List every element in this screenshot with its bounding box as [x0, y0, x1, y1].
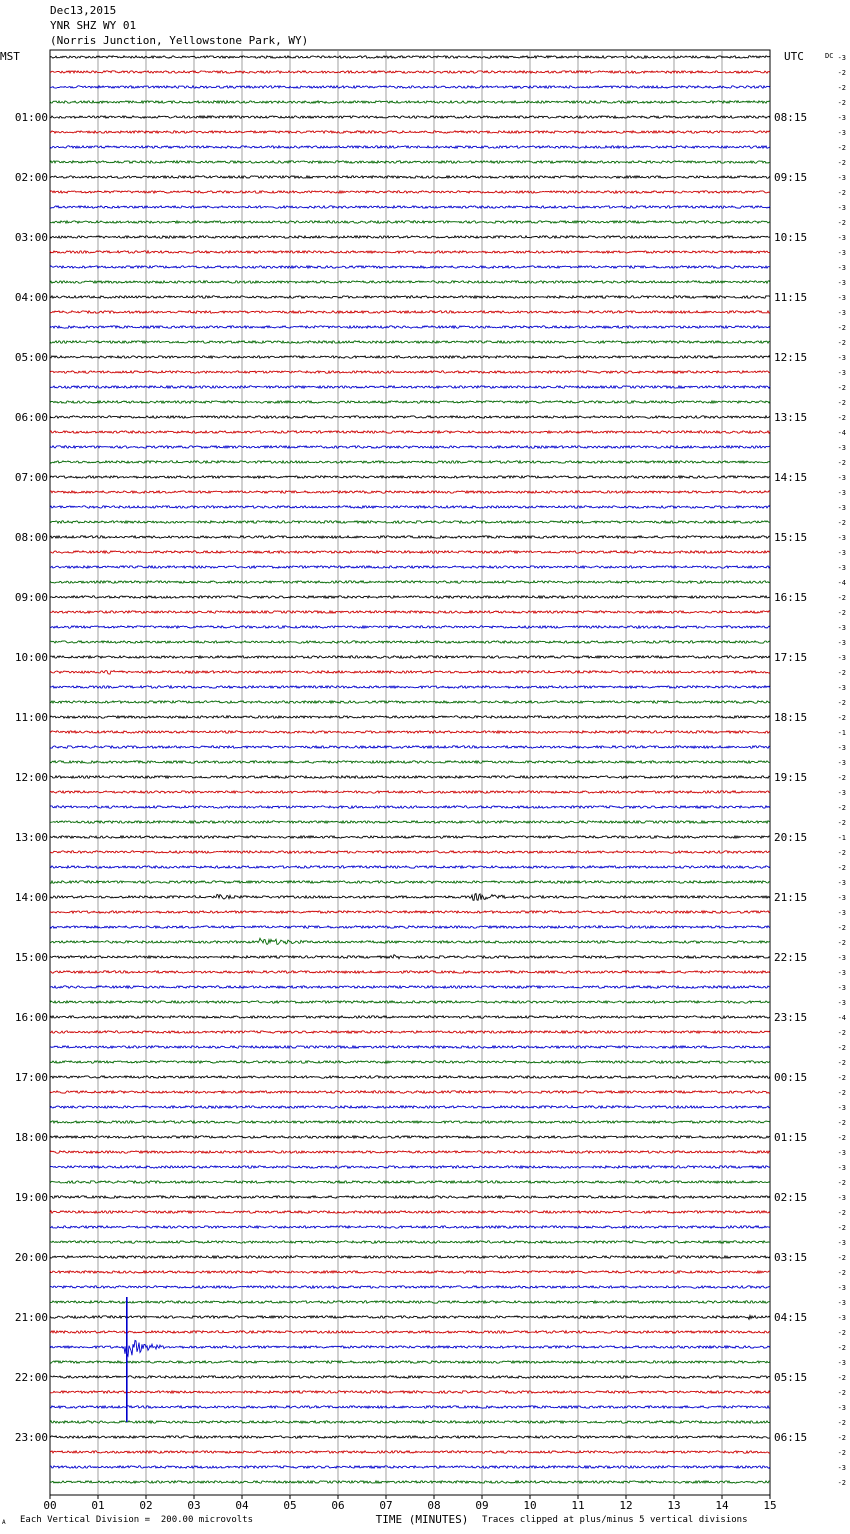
utc-hour-label: 04:15 [774, 1311, 808, 1324]
utc-hour-label: 11:15 [774, 291, 808, 304]
trace-line [50, 1331, 770, 1333]
date-label: Dec13,2015 [50, 4, 117, 17]
trace-line [50, 701, 770, 703]
trace-line [50, 806, 770, 808]
dc-offset-label: -3 [837, 654, 846, 662]
trace-line [50, 1151, 770, 1153]
x-tick-label: 14 [715, 1499, 729, 1512]
dc-offset-label: -2 [837, 1209, 846, 1217]
dc-offset-label: -2 [837, 714, 846, 722]
trace-line [50, 1406, 770, 1408]
dc-offset-label: -3 [837, 684, 846, 692]
trace-line [50, 1340, 770, 1356]
trace-line [50, 1031, 770, 1033]
mst-hour-label: 12:00 [14, 771, 48, 784]
mst-hour-label: 08:00 [14, 531, 48, 544]
trace-line [50, 446, 770, 448]
dc-offset-label: -3 [837, 564, 846, 572]
dc-offset-label: -2 [837, 1134, 846, 1142]
trace-line [50, 1241, 770, 1243]
trace-line [50, 1315, 770, 1319]
dc-offset-label: -2 [837, 459, 846, 467]
utc-hour-label: 08:15 [774, 111, 808, 124]
dc-offset-label: -3 [837, 1194, 846, 1202]
dc-offset-label: -2 [837, 69, 846, 77]
x-tick-label: 09 [475, 1499, 489, 1512]
trace-line [50, 1046, 770, 1048]
dc-offset-label: -3 [837, 354, 846, 362]
clip-note: Traces clipped at plus/minus 5 vertical divisions [482, 1515, 748, 1525]
dc-offset-label: -3 [837, 534, 846, 542]
trace-line [50, 371, 770, 373]
x-tick-label: 15 [763, 1499, 777, 1512]
trace-line [50, 356, 770, 358]
dc-offset-label: -2 [837, 1374, 846, 1382]
mst-hour-label: 16:00 [14, 1011, 48, 1024]
mst-hour-label: 15:00 [14, 951, 48, 964]
trace-line [50, 431, 770, 433]
trace-line [50, 386, 770, 388]
trace-line [50, 776, 770, 778]
trace-line [50, 1451, 770, 1453]
x-tick-label: 12 [619, 1499, 633, 1512]
x-axis-ticks [43, 1495, 776, 1512]
dc-offset-label: -1 [837, 729, 846, 737]
mst-hour-label: 11:00 [14, 711, 48, 724]
dc-offset-label: -2 [837, 84, 846, 92]
utc-hour-label: 18:15 [774, 711, 808, 724]
dc-offset-label: -2 [837, 939, 846, 947]
trace-line [50, 731, 770, 733]
dc-offset-label: -3 [837, 279, 846, 287]
trace-line [50, 926, 770, 928]
trace-line [50, 1091, 770, 1093]
dc-offset-label: -2 [837, 1179, 846, 1187]
trace-line [50, 146, 770, 148]
dc-offset-label: -3 [837, 504, 846, 512]
trace-line [50, 1196, 770, 1198]
trace-line [50, 971, 770, 973]
trace-line [50, 206, 770, 208]
dc-offset-label: -2 [837, 1044, 846, 1052]
utc-hour-label: 06:15 [774, 1431, 808, 1444]
utc-hour-label: 12:15 [774, 351, 808, 364]
dc-offset-label: -3 [837, 954, 846, 962]
trace-line [50, 401, 770, 403]
trace-line [50, 656, 770, 658]
dc-offset-label: -2 [837, 594, 846, 602]
mst-hour-label: 02:00 [14, 171, 48, 184]
dc-offset-label: -3 [837, 624, 846, 632]
x-tick-label: 07 [379, 1499, 393, 1512]
mst-hour-label: 21:00 [14, 1311, 48, 1324]
trace-line [50, 341, 770, 343]
trace-line [50, 311, 770, 313]
dc-offset-label: -3 [837, 909, 846, 917]
dc-offset-label: -3 [837, 879, 846, 887]
trace-line [50, 491, 770, 493]
corner-mark: A [2, 1519, 6, 1526]
dc-offset-label: -3 [837, 234, 846, 242]
mst-hour-label: 20:00 [14, 1251, 48, 1264]
trace-line [50, 1136, 770, 1138]
dc-offset-label: -3 [837, 474, 846, 482]
trace-line [50, 761, 770, 763]
dc-offset-label: -3 [837, 444, 846, 452]
mst-hour-labels [15, 111, 48, 1444]
left-timezone-label: MST [0, 50, 20, 63]
mst-hour-label: 19:00 [14, 1191, 48, 1204]
x-tick-label: 01 [91, 1499, 105, 1512]
utc-hour-label: 10:15 [774, 231, 808, 244]
dc-offset-label: -2 [837, 384, 846, 392]
dc-offset-label: -2 [837, 1344, 846, 1352]
dc-offset-label: -2 [837, 1119, 846, 1127]
dc-offset-label: -3 [837, 549, 846, 557]
dc-offset-label: -3 [837, 789, 846, 797]
trace-line [50, 566, 770, 568]
dc-offset-label: -3 [837, 984, 846, 992]
dc-offset-label: -2 [837, 99, 846, 107]
right-timezone-label: UTC [784, 50, 804, 63]
trace-line [50, 866, 770, 868]
mst-hour-label: 13:00 [14, 831, 48, 844]
trace-line [50, 938, 770, 944]
mst-hour-label: 10:00 [14, 651, 48, 664]
mst-hour-label: 04:00 [14, 291, 48, 304]
mst-hour-label: 03:00 [14, 231, 48, 244]
trace-line [50, 1421, 770, 1423]
mst-hour-label: 06:00 [14, 411, 48, 424]
trace-line [50, 176, 770, 178]
dc-offset-label: -2 [837, 324, 846, 332]
dc-offset-label: -3 [837, 1149, 846, 1157]
dc-offset-label: -3 [837, 174, 846, 182]
trace-line [50, 1061, 770, 1063]
mst-hour-label: 23:00 [14, 1431, 48, 1444]
trace-line [50, 506, 770, 508]
dc-offset-label: -2 [837, 1059, 846, 1067]
trace-line [50, 551, 770, 553]
trace-line [50, 746, 770, 748]
dc-offset-label: -2 [837, 1269, 846, 1277]
dc-offset-label: -2 [837, 1029, 846, 1037]
trace-line [50, 1391, 770, 1393]
trace-line [50, 461, 770, 463]
trace-line [50, 266, 770, 268]
dc-offset-label: -3 [837, 54, 846, 62]
trace-line [50, 611, 770, 613]
trace-line [50, 236, 770, 238]
utc-hour-label: 20:15 [774, 831, 808, 844]
dc-offset-label: -2 [837, 819, 846, 827]
dc-offset-label: -3 [837, 1104, 846, 1112]
dc-offset-label: -3 [837, 1284, 846, 1292]
dc-offset-label: -2 [837, 414, 846, 422]
dc-offset-label: -3 [837, 969, 846, 977]
dc-offset-label: -2 [837, 159, 846, 167]
trace-line [50, 161, 770, 163]
mst-hour-label: 14:00 [14, 891, 48, 904]
trace-line [50, 881, 770, 883]
dc-offset-label: -3 [837, 1239, 846, 1247]
dc-offset-label: -4 [837, 1014, 846, 1022]
dc-offset-label: -2 [837, 1074, 846, 1082]
dc-offset-label: -3 [837, 1464, 846, 1472]
trace-line [50, 641, 770, 643]
trace-line [50, 1361, 770, 1363]
trace-line [50, 821, 770, 823]
dc-offset-label: -2 [837, 1419, 846, 1427]
dc-offset-label: -3 [837, 309, 846, 317]
utc-hour-label: 01:15 [774, 1131, 808, 1144]
dc-offset-label: -2 [837, 399, 846, 407]
trace-line [50, 911, 770, 913]
scale-note: Each Vertical Division = 200.00 microvolts [20, 1515, 253, 1525]
utc-hour-label: 19:15 [774, 771, 808, 784]
dc-offset-label: -2 [837, 699, 846, 707]
trace-line [50, 1436, 770, 1438]
dc-offset-label: -3 [837, 129, 846, 137]
dc-offset-label: -2 [837, 669, 846, 677]
utc-hour-label: 02:15 [774, 1191, 808, 1204]
utc-hour-label: 05:15 [774, 1371, 808, 1384]
trace-line [50, 1181, 770, 1183]
trace-line [50, 221, 770, 223]
dc-offset-label: -3 [837, 489, 846, 497]
trace-line [50, 416, 770, 418]
trace-line [50, 86, 770, 88]
utc-hour-label: 23:15 [774, 1011, 808, 1024]
dc-offset-label: -3 [837, 744, 846, 752]
trace-line [50, 1376, 770, 1378]
trace-line [50, 596, 770, 598]
trace-line [50, 986, 770, 988]
utc-hour-label: 22:15 [774, 951, 808, 964]
trace-line [50, 476, 770, 478]
trace-line [50, 56, 770, 58]
trace-line [50, 1016, 770, 1018]
mst-hour-label: 17:00 [14, 1071, 48, 1084]
x-axis-title: TIME (MINUTES) [375, 1513, 469, 1526]
x-tick-label: 00 [43, 1499, 57, 1512]
dc-offset-labels [838, 54, 846, 1487]
dc-offset-label: -3 [837, 1299, 846, 1307]
trace-line [50, 626, 770, 628]
trace-lines [50, 56, 770, 1483]
mst-hour-label: 01:00 [14, 111, 48, 124]
dc-offset-label: -3 [837, 759, 846, 767]
mst-hour-label: 05:00 [14, 351, 48, 364]
dc-offset-label: -3 [837, 369, 846, 377]
mst-hour-label: 22:00 [14, 1371, 48, 1384]
trace-line [50, 791, 770, 793]
trace-line [50, 71, 770, 73]
location-label: (Norris Junction, Yellowstone Park, WY) [50, 34, 309, 47]
dc-offset-label: -2 [837, 144, 846, 152]
trace-line [50, 1256, 770, 1258]
trace-line [50, 1121, 770, 1123]
dc-offset-label: -1 [837, 834, 846, 842]
utc-hour-labels [774, 111, 807, 1444]
trace-line [50, 251, 770, 253]
dc-offset-label: -3 [837, 999, 846, 1007]
trace-line [50, 1226, 770, 1228]
station-label: YNR SHZ WY 01 [50, 19, 137, 32]
x-tick-label: 03 [187, 1499, 201, 1512]
dc-offset-label: -3 [837, 294, 846, 302]
x-tick-label: 02 [139, 1499, 153, 1512]
utc-hour-label: 14:15 [774, 471, 808, 484]
dc-offset-label: -3 [837, 639, 846, 647]
dc-offset-label: -2 [837, 189, 846, 197]
trace-line [50, 296, 770, 298]
dc-offset-label: -3 [837, 249, 846, 257]
trace-line [50, 671, 770, 675]
x-tick-label: 13 [667, 1499, 681, 1512]
dc-offset-label: -2 [837, 1479, 846, 1487]
dc-offset-label: -3 [837, 114, 846, 122]
trace-line [50, 1166, 770, 1168]
utc-hour-label: 21:15 [774, 891, 808, 904]
trace-line [50, 1211, 770, 1213]
trace-line [50, 894, 770, 901]
dc-offset-label: -2 [837, 519, 846, 527]
utc-hour-label: 00:15 [774, 1071, 808, 1084]
trace-line [50, 326, 770, 328]
dc-offset-label: -2 [837, 1389, 846, 1397]
dc-offset-label: -2 [837, 1449, 846, 1457]
trace-line [50, 281, 770, 283]
trace-line [50, 1001, 770, 1003]
dc-offset-label: -3 [837, 894, 846, 902]
trace-line [50, 581, 770, 583]
utc-hour-label: 16:15 [774, 591, 808, 604]
dc-offset-label: -2 [837, 1089, 846, 1097]
dc-offset-label: -3 [837, 204, 846, 212]
dc-offset-label: -2 [837, 864, 846, 872]
trace-line [50, 836, 770, 838]
utc-hour-label: 03:15 [774, 1251, 808, 1264]
dc-offset-label: -2 [837, 849, 846, 857]
trace-line [50, 1286, 770, 1288]
mst-hour-label: 09:00 [14, 591, 48, 604]
x-tick-label: 08 [427, 1499, 441, 1512]
dc-offset-label: -3 [837, 1404, 846, 1412]
trace-line [50, 1481, 770, 1483]
dc-offset-label: -4 [837, 579, 846, 587]
trace-line [50, 536, 770, 538]
trace-line [50, 686, 770, 688]
trace-line [50, 521, 770, 523]
utc-hour-label: 15:15 [774, 531, 808, 544]
x-tick-label: 04 [235, 1499, 249, 1512]
trace-line [50, 191, 770, 193]
x-tick-label: 11 [571, 1499, 585, 1512]
utc-hour-label: 09:15 [774, 171, 808, 184]
dc-offset-label: -3 [837, 264, 846, 272]
trace-line [50, 1106, 770, 1108]
trace-line [50, 131, 770, 133]
dc-offset-label: -3 [837, 1314, 846, 1322]
dc-offset-label: -2 [837, 609, 846, 617]
trace-line [50, 116, 770, 118]
dc-offset-label: -2 [837, 339, 846, 347]
dc-offset-label: -2 [837, 924, 846, 932]
dc-offset-label: -2 [837, 1224, 846, 1232]
dc-offset-label: -4 [837, 429, 846, 437]
dc-offset-label: -2 [837, 774, 846, 782]
trace-line [50, 101, 770, 103]
mst-hour-label: 07:00 [14, 471, 48, 484]
trace-line [50, 1271, 770, 1273]
x-tick-label: 05 [283, 1499, 297, 1512]
dc-offset-label: -3 [837, 1164, 846, 1172]
trace-line [50, 1466, 770, 1468]
x-tick-label: 06 [331, 1499, 345, 1512]
dc-offset-label: -3 [837, 1359, 846, 1367]
dc-offset-label: -2 [837, 1434, 846, 1442]
utc-hour-label: 13:15 [774, 411, 808, 424]
dc-offset-label: -2 [837, 1329, 846, 1337]
dc-header-label: DC [825, 52, 834, 60]
trace-line [50, 955, 770, 959]
trace-line [50, 716, 770, 718]
dc-offset-label: -2 [837, 804, 846, 812]
trace-line [50, 1076, 770, 1078]
dc-offset-label: -2 [837, 219, 846, 227]
dc-offset-label: -2 [837, 1254, 846, 1262]
x-tick-label: 10 [523, 1499, 537, 1512]
utc-hour-label: 17:15 [774, 651, 808, 664]
trace-line [50, 851, 770, 853]
trace-line [50, 1301, 770, 1303]
mst-hour-label: 18:00 [14, 1131, 48, 1144]
